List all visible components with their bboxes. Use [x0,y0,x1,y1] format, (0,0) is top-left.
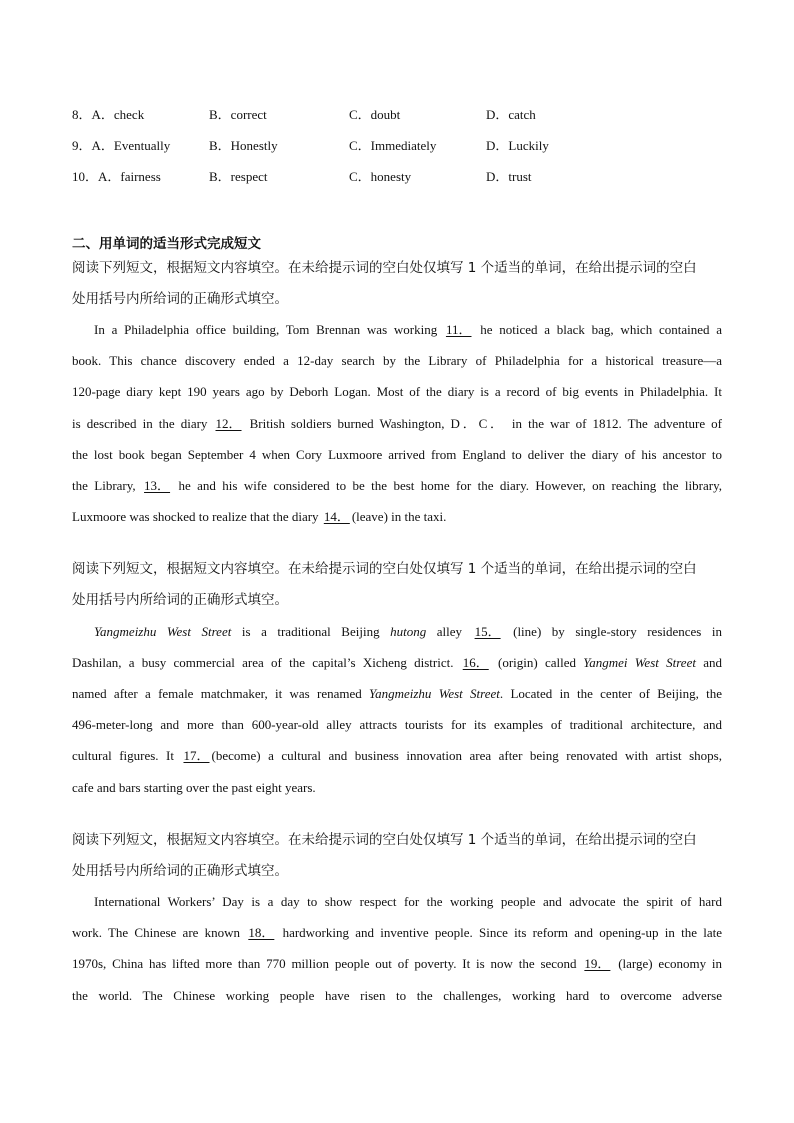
passage2-line: 496-meter-long and more than 600-year-old alley attracts tourists for its examples of traditional architecture, and [72,717,722,732]
text: work. The Chinese are known [72,925,247,940]
option-10-a: 10．A．fairness [72,169,161,184]
text: hardworking and inventive people. Since its reform and opening-up in the late [276,925,722,940]
text: named after a female matchmaker, it was renamed [72,686,370,701]
option-8-a: 8．A．check [72,107,145,122]
passage3-line [72,953,722,975]
text: British soldiers burned Washington, D．C． in the war of 1812. The adventure of [243,416,722,431]
passage3-line [72,922,722,944]
blank-12[interactable]: 12． [215,416,242,431]
instruction-line-2: 处用括号内所给词的正确形式填空。 [72,863,288,879]
passage2-line [72,652,722,674]
option-9-c: C．Immediately [349,138,437,153]
text: Yangmei West Street [583,655,696,670]
option-10-b: B．respect [209,169,268,184]
passage2-line [72,683,722,705]
text: (large) economy in [612,956,723,971]
option-9-a: 9．A．Eventually [72,138,171,153]
passage1-line: 120-page diary kept 190 years ago by Deborh Logan. Most of the diary is a record of big events in Philadelphia. It [72,384,722,399]
option-9-d: D．Luckily [486,138,549,153]
text: hutong [390,624,427,639]
blank-18[interactable]: 18． [248,925,275,940]
passage3-line: the world. The Chinese working people have risen to the challenges, working hard to overcome adverse [72,988,722,1003]
option-10-c: C．honesty [349,169,412,184]
blank-19[interactable]: 19． [584,956,611,971]
passage2-line [72,745,722,767]
text: Yangmeizhu West Street [94,624,232,639]
blank-13[interactable]: 13． [144,478,171,493]
option-8-d: D．catch [486,107,536,122]
text: is described in the diary [72,416,214,431]
text: and [695,655,722,670]
text: cultural figures. It [72,748,182,763]
text: the Library, [72,478,143,493]
passage1-line [72,413,722,435]
text: (leave) in the taxi. [351,509,447,524]
passage1-line [72,506,722,528]
passage2-line [72,621,722,643]
text: alley [426,624,473,639]
instruction-line-1: 阅读下列短文，根据短文内容填空。在未给提示词的空白处仅填写 1 个适当的单词，在给出提示词的空白 [72,260,697,276]
instruction-line-2: 处用括号内所给词的正确形式填空。 [72,291,288,307]
instruction-line-1: 阅读下列短文，根据短文内容填空。在未给提示词的空白处仅填写 1 个适当的单词，在给出提示词的空白 [72,832,697,848]
text: Yangmeizhu West Street [369,686,500,701]
instruction-line-2: 处用括号内所给词的正确形式填空。 [72,592,288,608]
option-8-b: B．correct [209,107,267,122]
passage1-line: book. This chance discovery ended a 12-day search by the Library of Philadelphia for a historical treasure—a [72,353,722,368]
passage1-line [72,319,722,341]
blank-11[interactable]: 11． [445,322,472,337]
passage1-line [72,475,722,497]
passage1-line: the lost book began September 4 when Cory Luxmoore arrived from England to deliver the diary of his ancestor to [72,447,722,462]
text: (origin) called [490,655,584,670]
text: In a Philadelphia office building, Tom Brennan was working [94,322,444,337]
blank-15[interactable]: 15． [474,624,501,639]
text: . Located in the center of Beijing, the [499,686,722,701]
option-9-b: B．Honestly [209,138,278,153]
blank-16[interactable]: 16． [462,655,489,670]
passage3-line: International Workers’ Day is a day to show respect for the working people and advocate the spirit of hard [94,894,722,909]
text: (line) by single-story residences in [502,624,723,639]
text: Luxmoore was shocked to realize that the diary [72,509,322,524]
blank-17[interactable]: 17． [183,748,210,763]
section-title: 二、用单词的适当形式完成短文 [72,236,261,252]
text: he noticed a black bag, which contained a [473,322,722,337]
text: Dashilan, a busy commercial area of the capital’s Xicheng district. [72,655,461,670]
text: 1970s, China has lifted more than 770 million people out of poverty. It is now the second [72,956,583,971]
text: is a traditional Beijing [231,624,391,639]
option-10-d: D．trust [486,169,532,184]
option-8-c: C．doubt [349,107,401,122]
text: (become) a cultural and business innovation area after being renovated with artist shops, [211,748,722,763]
passage2-line: cafe and bars starting over the past eight years. [72,780,316,795]
instruction-line-1: 阅读下列短文，根据短文内容填空。在未给提示词的空白处仅填写 1 个适当的单词，在给出提示词的空白 [72,561,697,577]
text: he and his wife considered to be the best home for the diary. However, on reaching the library, [172,478,722,493]
blank-14[interactable]: 14． [323,509,350,524]
